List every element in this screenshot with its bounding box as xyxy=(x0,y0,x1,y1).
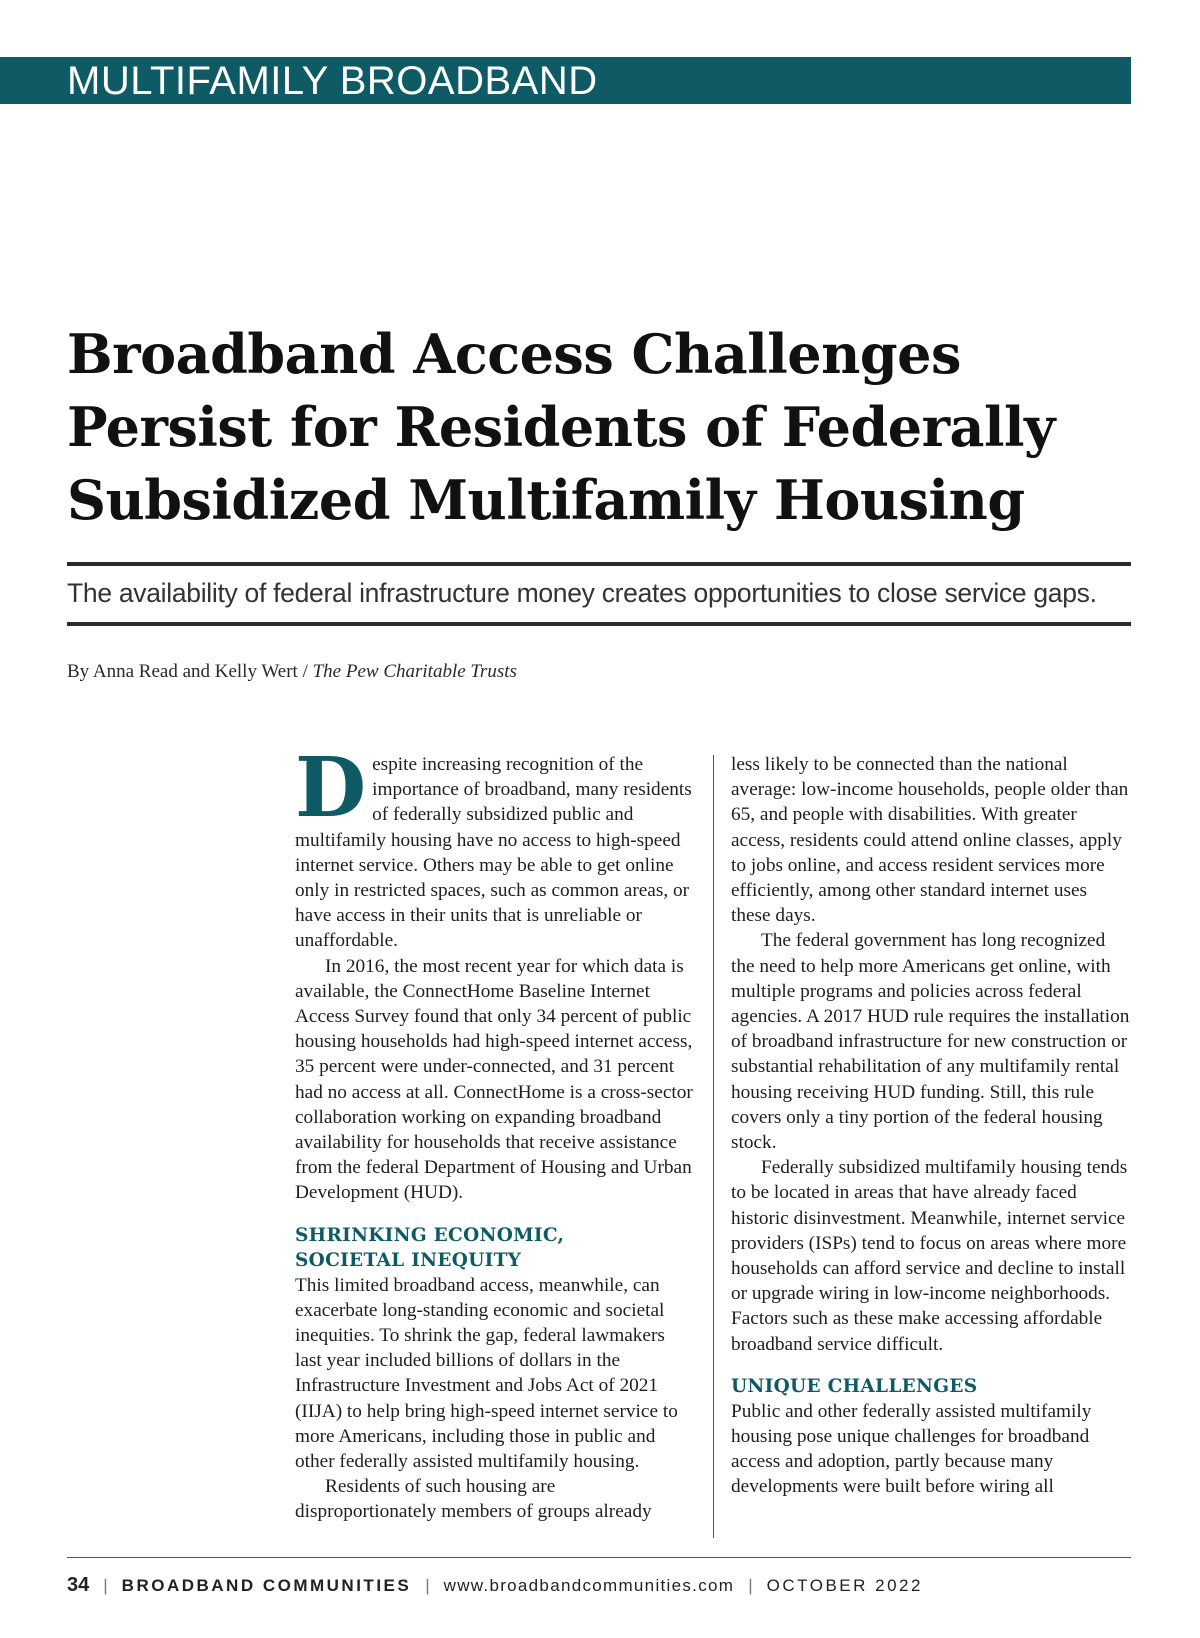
issue-date: OCTOBER 2022 xyxy=(766,1576,923,1595)
paragraph-text: espite increasing recognition of the importance of broadband, many residents of federally subsidized public and multifamily housing have no access to high-speed internet service. Others may be able to get online only in restricted spaces, such as common areas, or have access in their units that is unreliable or unaffordable. xyxy=(295,754,692,952)
magazine-name: BROADBAND COMMUNITIES xyxy=(121,1576,412,1595)
page-footer xyxy=(67,1573,923,1598)
heading-line: SHRINKING ECONOMIC, xyxy=(295,1224,565,1246)
body-paragraph: The federal government has long recognized the need to help more Americans get online, with multiple programs and policies across federal agencies. A 2017 HUD rule requires the installation of broadband infrastructure for new construction or substantial rehabilitation of any multifamily rental housing receiving HUD funding. Still, this rule covers only a tiny portion of the federal housing stock. xyxy=(731,930,1130,1154)
body-paragraph: In 2016, the most recent year for which data is available, the ConnectHome Baseline Internet Access Survey found that only 34 percent of public housing households had high-speed internet access, 35 percent were under-connected, and 31 percent had no access at all. ConnectHome is a cross-sector collaboration working on expanding broadband availability for households that receive assistance from the federal Department of Housing and Urban Development (HUD). xyxy=(295,955,693,1204)
drop-cap: D xyxy=(295,740,367,836)
section-heading-unique-challenges: UNIQUE CHALLENGES xyxy=(731,1375,978,1397)
section-heading-shrinking-inequity xyxy=(295,1223,695,1273)
subhead-top-rule xyxy=(67,562,1131,566)
body-column-right xyxy=(731,752,1131,1500)
page-number: 34 xyxy=(67,1574,90,1596)
column-divider xyxy=(713,755,714,1538)
byline-authors: By Anna Read and Kelly Wert / xyxy=(67,661,313,682)
body-paragraph: less likely to be connected than the national average: low-income households, people older than 65, and people with disabilities. With greater access, residents could attend online classes, apply to jobs online, and access resident services more efficiently, among other standard internet uses these days. xyxy=(731,754,1129,927)
byline-organization: The Pew Charitable Trusts xyxy=(312,661,517,682)
section-banner xyxy=(0,57,1131,104)
heading-line: SOCIETAL INEQUITY xyxy=(295,1249,522,1271)
body-paragraph xyxy=(295,740,695,954)
website-url: www.broadbandcommunities.com xyxy=(443,1576,735,1595)
body-paragraph: Federally subsidized multifamily housing tends to be located in areas that have already faced historic disinvestment. Meanwhile, internet service providers (ISPs) tend to focus on areas where more households can afford service and decline to install or upgrade wiring in low-income neighborhoods. Factors such as these make accessing affordable broadband service difficult. xyxy=(731,1157,1128,1355)
body-paragraph: Public and other federally assisted multifamily housing pose unique challenges for broadband access and adoption, partly because many developments were built before wiring all xyxy=(731,1400,1092,1498)
section-label: MULTIFAMILY BROADBAND xyxy=(67,59,598,103)
body-paragraph: Residents of such housing are disproportionately members of groups already xyxy=(295,1476,652,1523)
footer-separator: | xyxy=(103,1576,108,1595)
footer-separator: | xyxy=(425,1576,430,1595)
article-headline: Broadband Access Challenges Persist for Residents of Federally Subsidized Multifamily Housing xyxy=(67,322,1055,532)
byline xyxy=(67,660,517,684)
subhead-bottom-rule xyxy=(67,622,1131,626)
article-subhead: The availability of federal infrastructure money creates opportunities to close service gaps. xyxy=(67,578,1097,608)
footer-separator: | xyxy=(748,1576,753,1595)
footer-rule xyxy=(67,1557,1131,1558)
body-paragraph: This limited broadband access, meanwhile, can exacerbate long-standing economic and societal inequities. To shrink the gap, federal lawmakers last year included billions of dollars in the Infrastructure Investment and Jobs Act of 2021 (IIJA) to help bring high-speed internet service to more Americans, including those in public and other federally assisted multifamily housing. xyxy=(295,1274,678,1473)
body-column-left xyxy=(295,740,695,1525)
